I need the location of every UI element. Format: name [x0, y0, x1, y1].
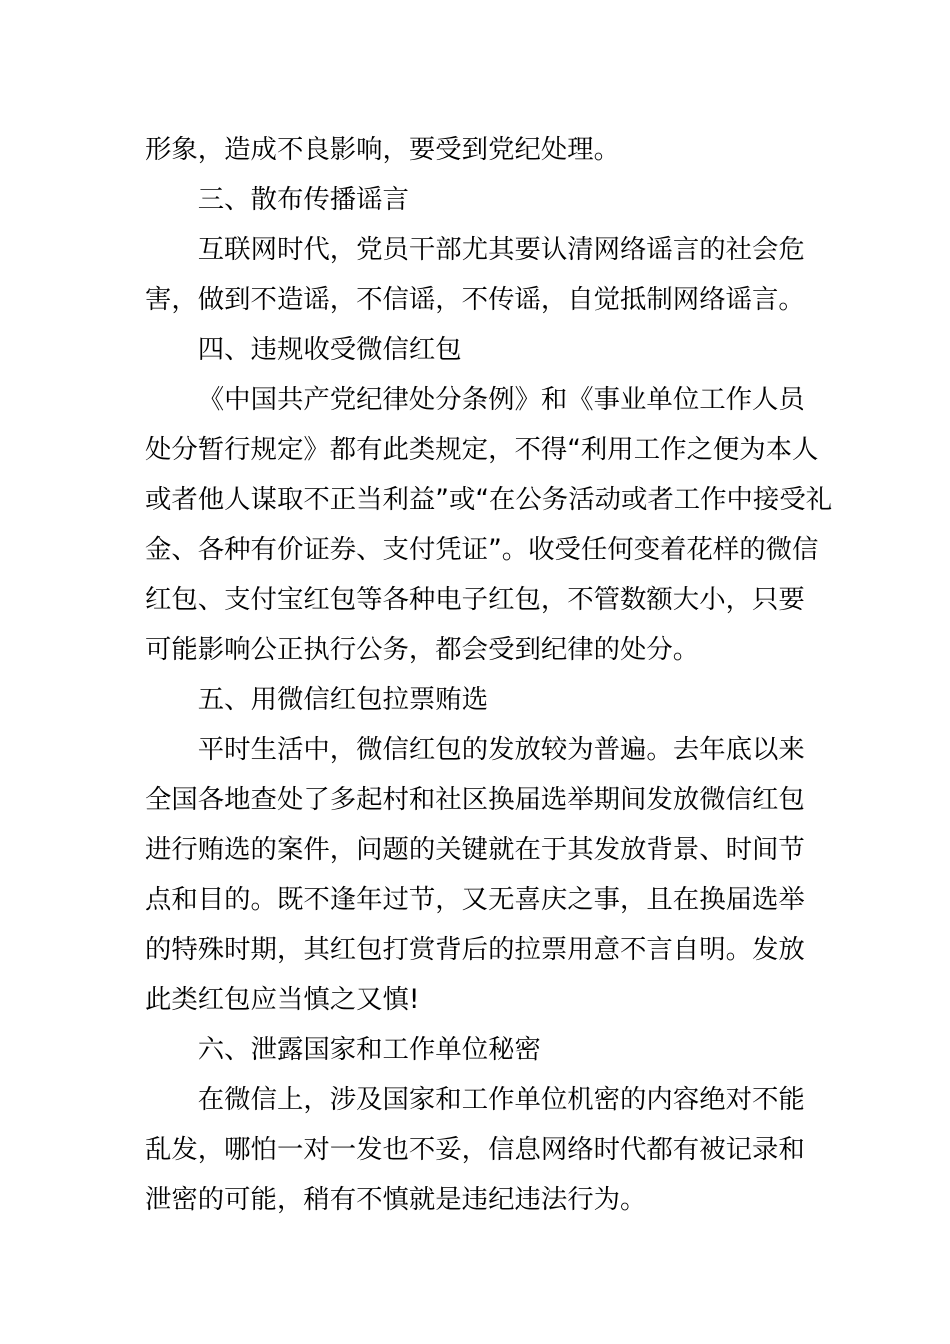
paragraph-line: 泄密的可能，稍有不慎就是违纪违法行为。	[145, 1184, 647, 1215]
section-heading-6: 六、泄露国家和工作单位秘密	[197, 1034, 541, 1065]
section-heading-5: 五、用微信红包拉票贿选	[197, 684, 489, 715]
paragraph-line: 互联网时代，党员干部尤其要认清网络谣言的社会危	[197, 234, 805, 265]
paragraph-line: 或者他人谋取不正当利益”或“在公务活动或者工作中接受礼	[145, 484, 833, 515]
paragraph-line: 处分暂行规定》都有此类规定，不得“利用工作之便为本人	[145, 434, 819, 465]
paragraph-line: 的特殊时期，其红包打赏背后的拉票用意不言自明。发放	[145, 934, 805, 965]
paragraph-line: 红包、支付宝红包等各种电子红包，不管数额大小，只要	[145, 584, 805, 615]
paragraph-line: 全国各地查处了多起村和社区换届选举期间发放微信红包	[145, 784, 805, 815]
paragraph-line: 乱发，哪怕一对一发也不妥，信息网络时代都有被记录和	[145, 1134, 805, 1165]
paragraph-line: 可能影响公正执行公务，都会受到纪律的处分。	[145, 634, 700, 665]
paragraph-continuation-line: 形象，造成不良影响，要受到党纪处理。	[145, 134, 621, 165]
paragraph-line: 金、各种有价证券、支付凭证”。收受任何变着花样的微信	[145, 534, 819, 565]
paragraph-line: 《中国共产党纪律处分条例》和《事业单位工作人员	[197, 384, 805, 415]
document-page	[145, 125, 833, 1220]
section-heading-3: 三、散布传播谣言	[197, 184, 409, 215]
paragraph-line: 此类红包应当慎之又慎!	[145, 984, 420, 1015]
section-heading-4: 四、违规收受微信红包	[197, 334, 462, 365]
paragraph-line: 在微信上，涉及国家和工作单位机密的内容绝对不能	[197, 1084, 805, 1115]
paragraph-line: 平时生活中，微信红包的发放较为普遍。去年底以来	[197, 734, 805, 765]
paragraph-line: 进行贿选的案件，问题的关键就在于其发放背景、时间节	[145, 834, 805, 865]
paragraph-line: 点和目的。既不逢年过节，又无喜庆之事，且在换届选举	[145, 884, 805, 915]
paragraph-line: 害，做到不造谣，不信谣，不传谣，自觉抵制网络谣言。	[145, 284, 805, 315]
